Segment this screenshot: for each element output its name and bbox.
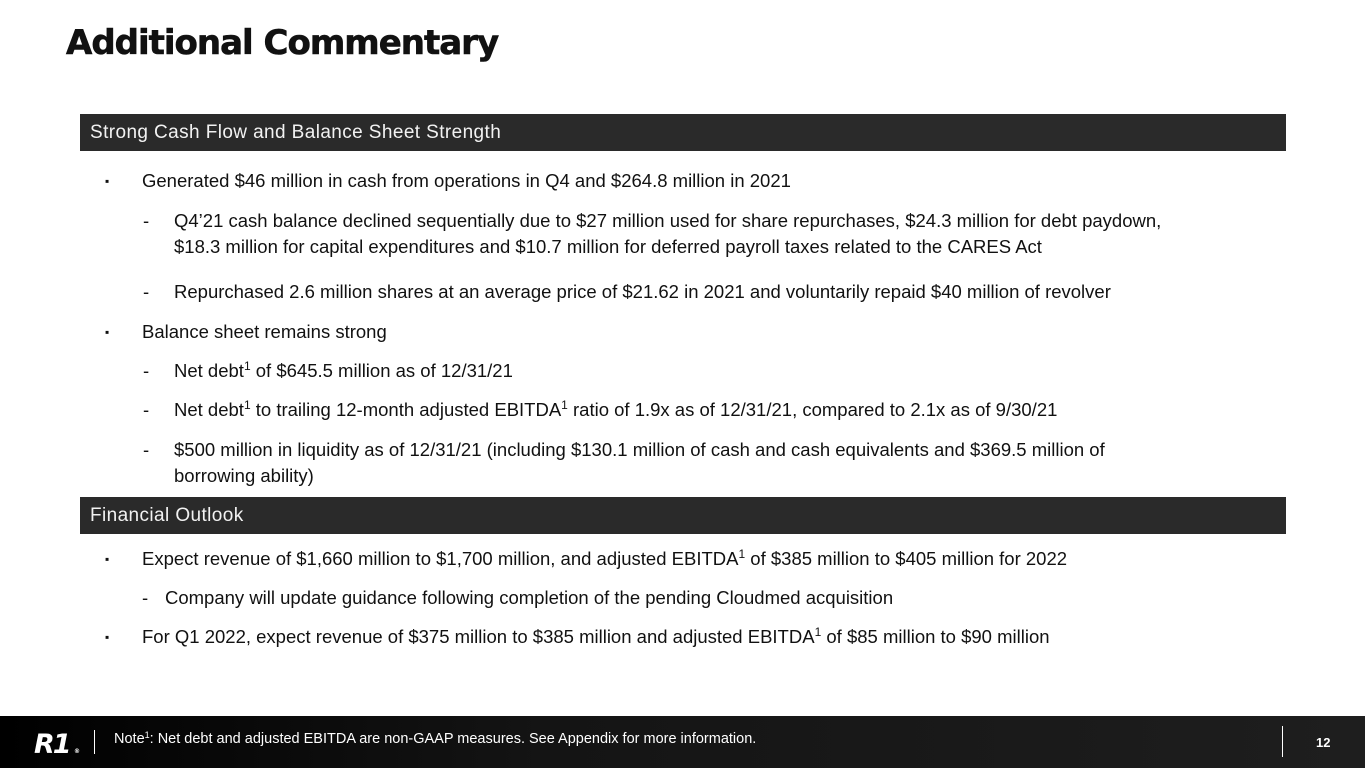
page-number: 12 (1316, 735, 1331, 750)
footer-divider-left (94, 730, 95, 754)
subitem-text-line1: Q4’21 cash balance declined sequentially due to $27 million used for share repurchases, $24.3 million for debt paydown, (174, 210, 1162, 231)
subitem-debt-ratio (143, 397, 1058, 423)
bullet-revenue-2022 (105, 546, 1068, 572)
bullet-text: Balance sheet remains strong (142, 321, 387, 342)
subitem-text-c: ratio of 1.9x as of 12/31/21, compared to 2.1x as of 9/30/21 (567, 399, 1058, 420)
bullet-marker: ▪ (105, 552, 110, 566)
bullet-marker: ▪ (105, 325, 110, 339)
dash-marker: - (143, 281, 150, 302)
subitem-text-b: of $645.5 million as of 12/31/21 (250, 360, 513, 381)
dash-marker: - (143, 360, 150, 381)
logo-text: R1 (34, 729, 70, 760)
footnote-label: Note (114, 731, 145, 747)
dash-marker: - (143, 210, 150, 231)
footnote-ref: 1 (814, 625, 822, 639)
bullet-text-a: For Q1 2022, expect revenue of $375 million to $385 million and adjusted EBITDA (142, 626, 815, 647)
bullet-marker: ▪ (105, 174, 110, 188)
registered-mark: ® (74, 748, 78, 755)
subitem-text-b: to trailing 12-month adjusted EBITDA (250, 399, 562, 420)
footer-divider-right (1282, 726, 1283, 757)
bullet-marker: ▪ (105, 630, 110, 644)
footer-bar (0, 716, 1365, 768)
subitem-text-a: Net debt (174, 399, 244, 420)
subitem-text: Company will update guidance following completion of the pending Cloudmed acquisition (165, 587, 894, 608)
dash-marker: - (142, 587, 149, 608)
footnote-ref: 1 (243, 398, 251, 412)
dash-marker: - (143, 399, 150, 420)
company-logo (34, 729, 78, 760)
subitem-text-line2: borrowing ability) (174, 465, 314, 486)
page-title: Additional Commentary (66, 23, 499, 63)
subitem-repurchased-shares (143, 279, 1111, 305)
subitem-net-debt (143, 358, 513, 384)
subitem-liquidity (143, 437, 1105, 489)
subitem-guidance-update (142, 585, 894, 611)
subitem-text-line2: $18.3 million for capital expenditures and $10.7 million for deferred payroll taxes related to the CARES Act (174, 236, 1042, 257)
section-header-financial-outlook: Financial Outlook (80, 497, 1286, 534)
footnote-ref: 1 (144, 730, 150, 740)
footnote (114, 731, 756, 747)
footnote-ref: 1 (738, 547, 746, 561)
bullet-text-b: of $385 million to $405 million for 2022 (745, 548, 1068, 569)
subitem-cash-balance (143, 208, 1162, 260)
bullet-cash-generated (105, 168, 791, 194)
bullet-text: Generated $46 million in cash from operations in Q4 and $264.8 million in 2021 (142, 170, 791, 191)
subitem-text-line1: $500 million in liquidity as of 12/31/21 (including $130.1 million of cash and cash equivalents and $369.5 million of (174, 439, 1105, 460)
bullet-q1-2022 (105, 624, 1050, 650)
section-header-cash-flow: Strong Cash Flow and Balance Sheet Strength (80, 114, 1286, 151)
footnote-ref: 1 (561, 398, 568, 412)
bullet-text-a: Expect revenue of $1,660 million to $1,700 million, and adjusted EBITDA (142, 548, 739, 569)
subitem-text: Repurchased 2.6 million shares at an average price of $21.62 in 2021 and voluntarily repaid $40 million of revolver (174, 281, 1111, 302)
footnote-ref: 1 (243, 359, 251, 373)
footnote-text: : Net debt and adjusted EBITDA are non-GAAP measures. See Appendix for more information. (149, 731, 757, 747)
bullet-text-b: of $85 million to $90 million (821, 626, 1050, 647)
bullet-balance-sheet (105, 319, 387, 345)
subitem-text-a: Net debt (174, 360, 244, 381)
dash-marker: - (143, 439, 150, 460)
